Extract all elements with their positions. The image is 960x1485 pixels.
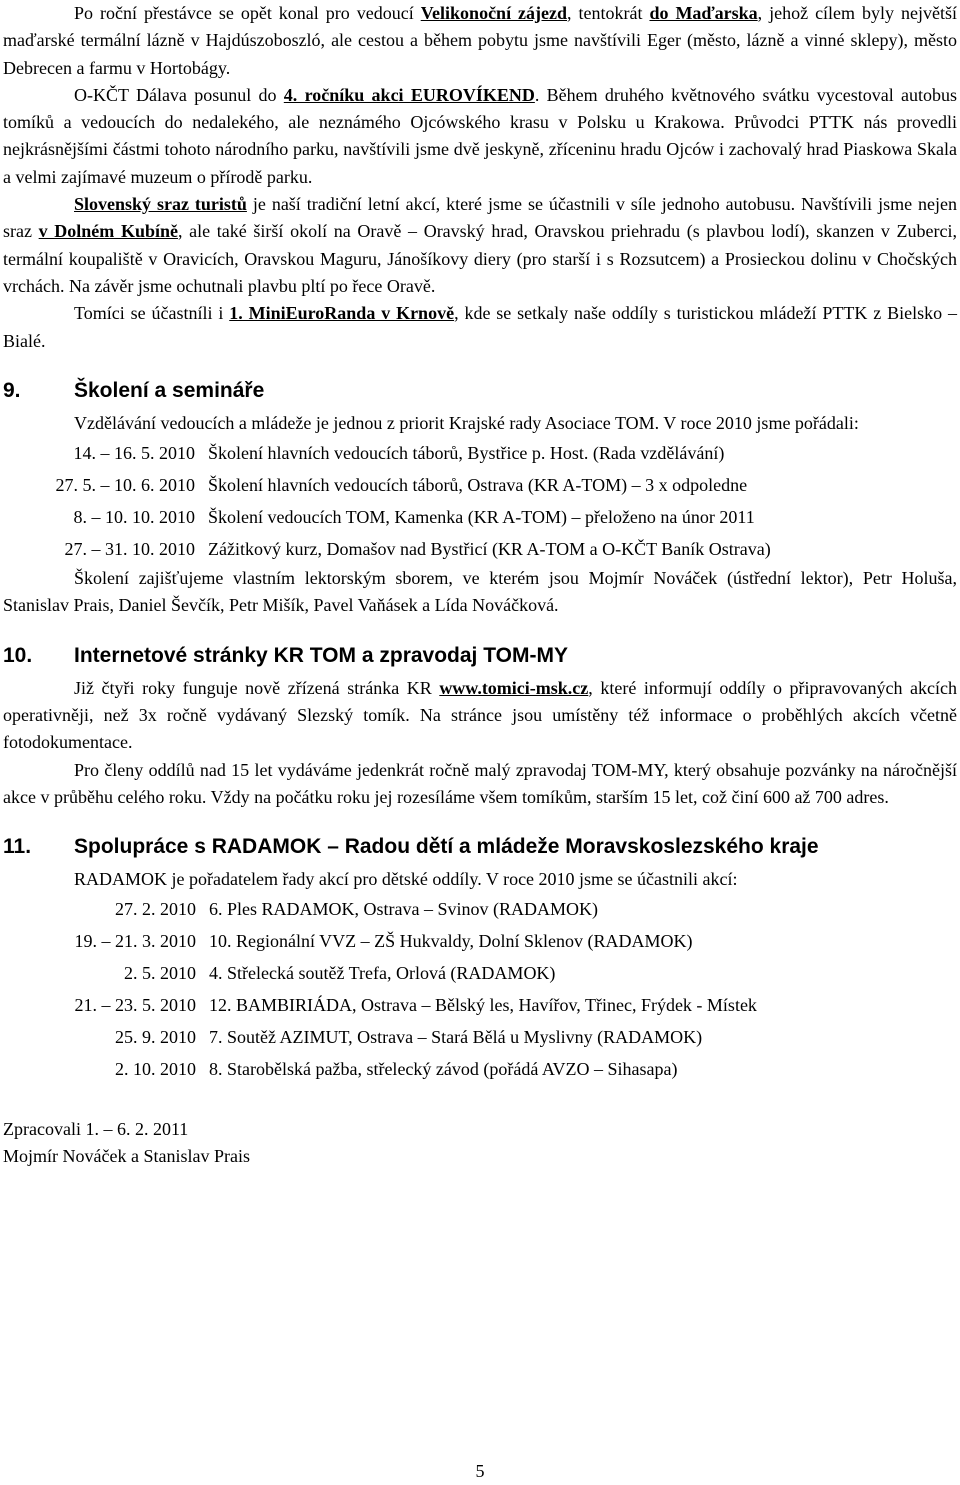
footer-date: Zpracovali 1. – 6. 2. 2011	[3, 1118, 189, 1139]
event-do-madarska: do Maďarska	[649, 3, 758, 23]
page-number: 5	[475, 1461, 485, 1481]
schedule-row: 2. 5. 2010 4. Střelecká soutěž Trefa, Orlová (RADAMOK)	[124, 962, 556, 983]
schedule-row: 14. – 16. 5. 2010 Školení hlavních vedoucích táborů, Bystřice p. Host. (Rada vzdělávání)	[73, 442, 725, 463]
event-slovensky-sraz: Slovenský sraz turistů	[74, 194, 247, 215]
section-9-heading: 9. Školení a semináře	[3, 378, 265, 402]
event-velikonocni-zajezd: Velikonoční zájezd	[420, 3, 568, 23]
section-10-paragraph-zpravodaj: Pro členy oddílů nad 15 let vydáváme jedenkrát ročně malý zpravodaj TOM-MY, který obsahuje pozvánky na náročnější akce v průběhu celého roku. Vždy na počátku roku jej rozesíláme všem tomíkům, starším 15 let, což činí 600 až 700 adres.	[3, 759, 957, 807]
section-10-paragraph-web: Již čtyři roky funguje nově zřízená stránka KR www.tomici-msk.cz, které informují oddíly o připravovaných akcích operativněji, než 3x ročně vydávaný Slezský tomík. Na stránce jsou umístěny též informace o proběhlých akcích včetně fotodokumentace.	[3, 677, 957, 753]
paragraph-velikonocni-zajezd: Po roční přestávce se opět konal pro vedoucí Velikonoční zájezd, tentokrát do Maďarska, jehož cílem byly největší maďarské termální lázně v Hajdúszoboszló, ale cestou a během pobytu jsme navštívili Eger (město, lázně a vinné sklepy), město Debrecen a farmu v Hortobágy.	[3, 3, 957, 78]
schedule-row: 21. – 23. 5. 2010 12. BAMBIRIÁDA, Ostrava – Bělský les, Havířov, Třinec, Frýdek - Místek	[74, 994, 757, 1015]
schedule-row: 27. – 31. 10. 2010 Zážitkový kurz, Domašov nad Bystřicí (KR A-TOM a O-KČT Baník Ostrava)	[64, 538, 771, 559]
schedule-row: 2. 10. 2010 8. Starobělská pažba, střelecký závod (pořádá AVZO – Sihasapa)	[115, 1058, 678, 1079]
schedule-row: 8. – 10. 10. 2010 Školení vedoucích TOM, Kamenka (KR A-TOM) – přeloženo na únor 2011	[73, 506, 755, 527]
schedule-row: 27. 5. – 10. 6. 2010 Školení hlavních vedoucích táborů, Ostrava (KR A-TOM) – 3 x odpoledne	[55, 474, 748, 495]
section-9-outro: Školení zajišťujeme vlastním lektorským sborem, ve kterém jsou Mojmír Nováček (ústřední lektor), Petr Holuša, Stanislav Prais, Daniel Ševčík, Petr Mišík, Pavel Vaňásek a Lída Nováčková.	[3, 568, 957, 616]
document-footer	[3, 1116, 957, 1171]
section-10-heading: 10. Internetové stránky KR TOM a zpravodaj TOM-MY	[3, 643, 568, 667]
schedule-row: 25. 9. 2010 7. Soutěž AZIMUT, Ostrava – Stará Bělá u Myslivny (RADAMOK)	[115, 1026, 703, 1047]
event-minieuroranda: 1. MiniEuroRanda v Krnově	[229, 303, 455, 324]
event-dolny-kubin: v Dolném Kubíně	[38, 221, 178, 242]
paragraph-slovensky-sraz: Slovenský sraz turistů je naší tradiční letní akcí, které jsme se účastnili v síle jednoho autobusu. Navštívili jsme nejen sraz v Dolném Kubíně, ale také širší okolí na Oravě – Oravský hrad, Oravskou priehradu (s plavbou lodí), skanzen v Zuberci, termální koupaliště v Oravicích, Oravskou Maguru, Jánošíkovy diery (pro starší i s Rozsutcem) a Prosieckou dolinu v Chočských vrchách. Na závěr jsme ochutnali plavbu pltí po řece Oravě.	[3, 194, 957, 296]
paragraph-eurovikend: O-KČT Dálava posunul do 4. ročníku akci EUROVÍKEND. Během druhého květnového svátku vycestoval autobus tomíků a vedoucích do nedalekého, ale neznámého Ojcówského krasu v Polsku u Krakowa. Průvodci PTTK nás provedli nejkrásnějšími částmi tohoto národního parku, navštívili jsme dvě jeskyně, zříceninu hradu Ojców i zachovalý hrad Piaskowa Skala a velmi zajímavé muzeum o přírodě parku.	[3, 84, 957, 187]
footer-authors: Mojmír Nováček a Stanislav Prais	[3, 1145, 250, 1166]
website-link[interactable]: www.tomici-msk.cz	[439, 677, 589, 698]
document-page	[3, 0, 957, 1170]
radamok-events-schedule	[3, 894, 957, 1086]
section-11-intro: RADAMOK je pořadatelem řady akcí pro dětské oddíly. V roce 2010 jsme se účastnili akcí:	[74, 869, 738, 890]
schedule-row: 19. – 21. 3. 2010 10. Regionální VVZ – ZŠ Hukvaldy, Dolní Sklenov (RADAMOK)	[74, 930, 693, 951]
section-9-intro: Vzdělávání vedoucích a mládeže je jednou z priorit Krajské rady Asociace TOM. V roce 2010 jsme pořádali:	[74, 412, 859, 433]
schedule-row: 27. 2. 2010 6. Ples RADAMOK, Ostrava – Svinov (RADAMOK)	[115, 898, 598, 919]
event-eurovikend: 4. ročníku akci EUROVÍKEND	[283, 84, 535, 105]
training-schedule	[3, 437, 957, 565]
section-11-heading: 11. Spolupráce s RADAMOK – Radou dětí a mládeže Moravskoslezského kraje	[3, 835, 819, 859]
paragraph-minieuroranda: Tomíci se účastníli i 1. MiniEuroRanda v Krnově, kde se setkaly naše oddíly s turistickou mládeží PTTK z Bielsko – Bialé.	[3, 303, 957, 351]
